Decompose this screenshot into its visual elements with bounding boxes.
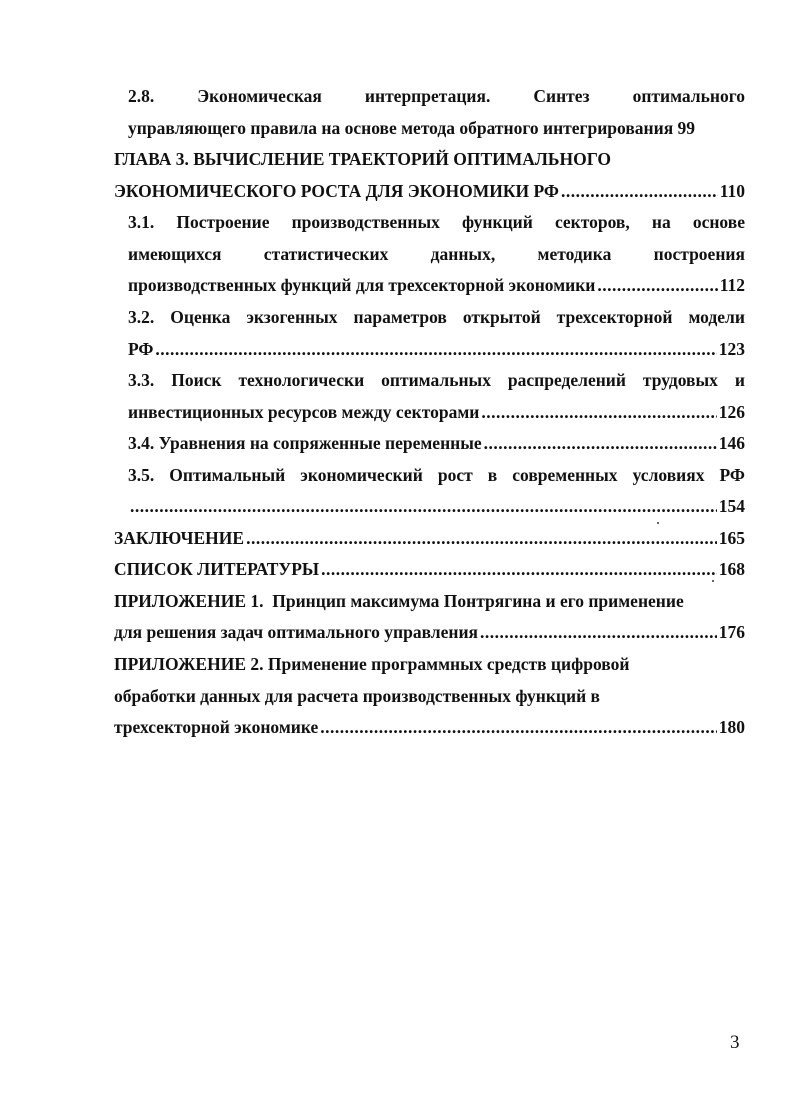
toc-page-number: 146 xyxy=(718,433,745,453)
toc-appendix-2-line2: обработки данных для расчета производственных функций в xyxy=(114,686,601,706)
toc-page-number: 123 xyxy=(718,339,745,359)
dot-leader xyxy=(246,527,717,549)
page-number: 3 xyxy=(730,1032,740,1053)
toc-word: интерпретация. xyxy=(364,86,491,106)
toc-word: построения xyxy=(653,244,745,264)
toc-word: оптимального xyxy=(632,86,745,106)
toc-word: РФ xyxy=(719,465,745,485)
toc-page-number: 168 xyxy=(718,559,745,579)
toc-word: трудовых xyxy=(642,370,718,390)
toc-word: на xyxy=(651,212,671,232)
toc-references-title: СПИСОК ЛИТЕРАТУРЫ xyxy=(114,559,320,579)
toc-word: распределений xyxy=(507,370,626,390)
toc-word: условиях xyxy=(632,465,705,485)
toc-word: Экономическая xyxy=(197,86,322,106)
toc-word: статистических xyxy=(263,244,389,264)
toc-entry-2-8-line2: управляющего правила на основе метода обратного интегрирования 99 xyxy=(128,118,696,138)
toc-word: технологически xyxy=(238,370,365,390)
dot-leader xyxy=(484,432,717,454)
toc-page-number: 176 xyxy=(718,622,745,642)
toc-word: и xyxy=(734,370,745,390)
toc-word: модели xyxy=(688,307,745,327)
toc-entry-3-2-line1 xyxy=(128,306,745,328)
toc-appendix-1-text: для решения задач оптимального управления xyxy=(114,622,479,642)
toc-word: производственных xyxy=(291,212,440,232)
toc-appendix-2-text: трехсекторной экономике xyxy=(114,717,319,737)
toc-appendix-1-line1: ПРИЛОЖЕНИЕ 1. Принцип максимума Понтрягина и его применение xyxy=(114,591,684,611)
toc-appendix-2-line1: ПРИЛОЖЕНИЕ 2. Применение программных средств цифровой xyxy=(114,654,630,674)
scan-speck xyxy=(712,580,714,582)
toc-word: открытой xyxy=(462,307,541,327)
toc-word: экзогенных xyxy=(246,307,338,327)
toc-conclusion xyxy=(114,527,745,549)
toc-page-number: 126 xyxy=(718,402,745,422)
toc-entry-3-3-line1 xyxy=(128,369,745,391)
toc-entry-3-3-line2 xyxy=(128,401,745,423)
toc-entry-3-4-text: 3.4. Уравнения на сопряженные переменные xyxy=(128,433,482,453)
dot-leader xyxy=(561,180,718,202)
toc-page-number: 165 xyxy=(718,528,745,548)
toc-word: современных xyxy=(512,465,618,485)
toc-chapter-3-title: ГЛАВА 3. ВЫЧИСЛЕНИЕ ТРАЕКТОРИЙ ОПТИМАЛЬНОГО xyxy=(114,149,612,169)
toc-word: оптимальных xyxy=(381,370,491,390)
toc-conclusion-title: ЗАКЛЮЧЕНИЕ xyxy=(114,528,245,548)
toc-word: экономический xyxy=(300,465,423,485)
toc-page-number: 110 xyxy=(719,181,745,201)
dot-leader xyxy=(321,558,717,580)
toc-word: имеющихся xyxy=(128,244,222,264)
toc-entry-3-1-line3 xyxy=(128,274,745,296)
toc-word: Синтез xyxy=(533,86,590,106)
toc-entry-2-8-line1 xyxy=(128,85,745,107)
toc-entry-3-1-line2 xyxy=(128,243,745,265)
toc-word: функций xyxy=(461,212,533,232)
toc-word: трехсекторной xyxy=(556,307,673,327)
toc-chapter-3-line2 xyxy=(114,180,745,202)
toc-word: 3.1. xyxy=(128,212,155,232)
toc-page-number: 180 xyxy=(718,717,745,737)
toc-word: 3.2. xyxy=(128,307,155,327)
toc-word: в xyxy=(487,465,498,485)
toc-appendix-1-line2 xyxy=(114,621,745,643)
toc-entry-3-5-line2 xyxy=(128,495,745,517)
toc-word: 3.5. xyxy=(128,465,155,485)
dot-leader xyxy=(481,401,716,423)
dot-leader xyxy=(480,621,717,643)
toc-appendix-2-line3 xyxy=(114,716,745,738)
toc-page-number: 154 xyxy=(718,496,745,516)
toc-word: параметров xyxy=(353,307,447,327)
toc-entry-3-4 xyxy=(128,432,745,454)
dot-leader xyxy=(597,274,717,296)
toc-word: методика xyxy=(537,244,612,264)
toc-word: основе xyxy=(692,212,745,232)
toc-word: 2.8. xyxy=(128,86,155,106)
scan-speck xyxy=(657,522,659,524)
toc-entry-3-1-text: производственных функций для трехсекторной экономики xyxy=(128,275,596,295)
toc-references xyxy=(114,558,745,580)
toc-word: Построение xyxy=(176,212,270,232)
dot-leader xyxy=(155,338,716,360)
toc-chapter-3-text: ЭКОНОМИЧЕСКОГО РОСТА ДЛЯ ЭКОНОМИКИ РФ xyxy=(114,181,559,201)
toc-word: рост xyxy=(437,465,473,485)
dot-leader xyxy=(130,495,717,517)
toc-entry-3-2-text: РФ xyxy=(128,339,154,359)
toc-word: Оптимальный xyxy=(169,465,286,485)
toc-page-number: 112 xyxy=(719,275,745,295)
toc-word: данных, xyxy=(430,244,496,264)
toc-word: секторов, xyxy=(554,212,630,232)
toc-entry-3-1-line1 xyxy=(128,211,745,233)
toc-word: 3.3. xyxy=(128,370,155,390)
toc-entry-3-3-text: инвестиционных ресурсов между секторами xyxy=(128,402,480,422)
dot-leader xyxy=(320,716,716,738)
toc-entry-3-5-line1 xyxy=(128,464,745,486)
toc-word: Поиск xyxy=(171,370,222,390)
toc-entry-3-2-line2 xyxy=(128,338,745,360)
toc-word: Оценка xyxy=(170,307,231,327)
